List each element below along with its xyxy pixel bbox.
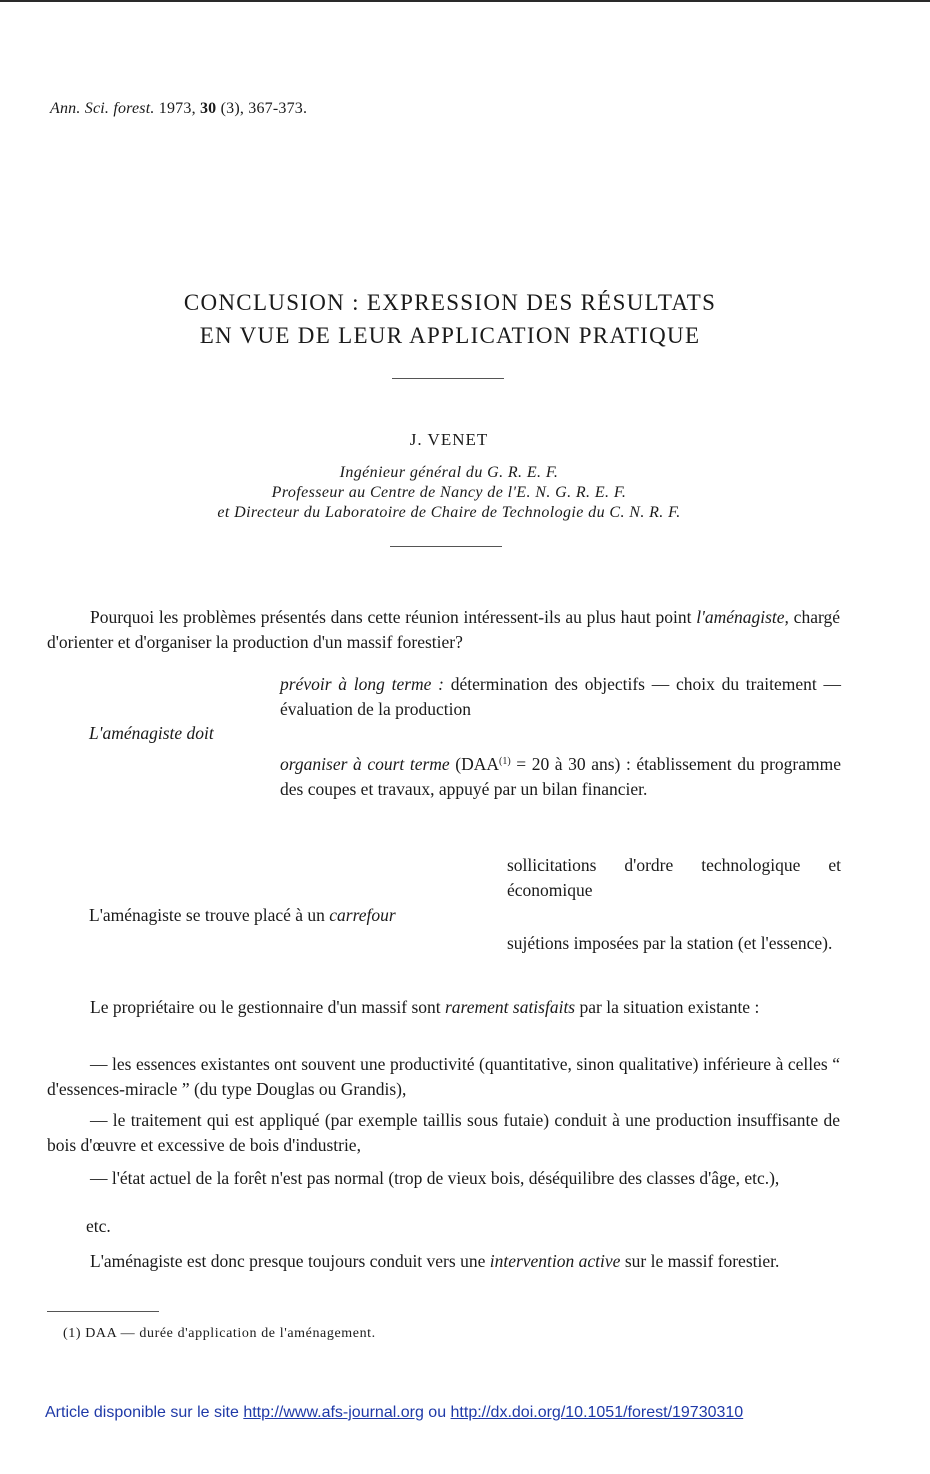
- block1-b-text-2: = 20 à 30 ans) : établissement du programme des coupes et travaux, appuyé par un bilan financier.: [280, 754, 841, 799]
- journal-link[interactable]: http://www.afs-journal.org: [243, 1404, 424, 1421]
- block2-label-emphasis: carrefour: [329, 905, 396, 925]
- para1-emphasis: rarement satisfaits: [445, 997, 576, 1017]
- author-divider: [390, 546, 502, 547]
- title-line-2: EN VUE DE LEUR APPLICATION PRATIQUE: [199, 323, 701, 348]
- block1-item-b: [280, 749, 841, 802]
- list-etc: etc.: [86, 1216, 111, 1236]
- block1-a-text: détermination des objectifs — choix du traitement — évaluation de la production: [280, 674, 841, 719]
- journal-name: Ann. Sci. forest.: [50, 100, 155, 117]
- top-border: [0, 0, 930, 2]
- intro-text-2: chargé d'orienter et d'organiser la production d'un massif forestier?: [47, 607, 840, 652]
- list-item-2: — le traitement qui est appliqué (par exemple taillis sous futaie) conduit à une production insuffisante de bois d'œuvre et excessive de bois d'industrie,: [47, 1110, 840, 1155]
- para1-text-2: par la situation existante :: [575, 997, 760, 1017]
- intro-emphasis: l'aménagiste,: [696, 607, 789, 627]
- intro-paragraph: [47, 605, 840, 655]
- journal-citation: [50, 100, 307, 118]
- block1-label-text: L'aménagiste doit: [89, 723, 214, 743]
- availability-notice: [45, 1404, 743, 1422]
- block1-b-emphasis: organiser à court terme: [280, 754, 450, 774]
- list-item-3: — l'état actuel de la forêt n'est pas normal (trop de vieux bois, déséquilibre des classes d'âge, etc.),: [90, 1168, 780, 1188]
- block1-a-emphasis: prévoir à long terme :: [280, 674, 444, 694]
- block2-label-text: L'aménagiste se trouve placé à un: [89, 905, 330, 925]
- availability-prefix: Article disponible sur le site: [45, 1404, 244, 1421]
- affiliation-line-2: Professeur au Centre de Nancy de l'E. N. G. R. E. F.: [271, 484, 627, 501]
- citation-year: 1973,: [158, 100, 196, 117]
- footnote-marker: (1): [499, 756, 511, 767]
- block2-item-a: sollicitations d'ordre technologique et économique: [507, 855, 841, 900]
- title-divider: [392, 378, 504, 379]
- availability-middle: ou: [423, 1404, 451, 1421]
- affiliation-line-1: Ingénieur général du G. R. E. F.: [339, 464, 559, 481]
- block1-label: [89, 721, 214, 746]
- block1-item-a: [280, 672, 841, 722]
- citation-pages: (3), 367-373.: [220, 100, 308, 117]
- affiliation-line-3: et Directeur du Laboratoire de Chaire de Technologie du C. N. R. F.: [217, 504, 681, 521]
- block2-item-b: sujétions imposées par la station (et l'essence).: [507, 933, 833, 953]
- doi-link[interactable]: http://dx.doi.org/10.1051/forest/19730310: [450, 1404, 744, 1421]
- paragraph-1: [47, 995, 840, 1020]
- author-name: J. VENET: [409, 430, 489, 449]
- para2-emphasis: intervention active: [489, 1251, 621, 1271]
- citation-volume: 30: [199, 100, 217, 117]
- para2-text: L'aménagiste est donc presque toujours conduit vers une: [90, 1251, 490, 1271]
- list-item-1: — les essences existantes ont souvent une productivité (quantitative, sinon qualitative) inférieure à celles “ d'essences-miracle ” (du type Douglas ou Grandis),: [47, 1054, 840, 1099]
- block2-label: [89, 903, 396, 928]
- para2-text-2: sur le massif forestier.: [620, 1251, 780, 1271]
- para1-text: Le propriétaire ou le gestionnaire d'un massif sont: [90, 997, 445, 1017]
- footnote-rule: [47, 1311, 159, 1312]
- paragraph-2: [47, 1249, 840, 1274]
- title-line-1: CONCLUSION : EXPRESSION DES RÉSULTATS: [183, 290, 717, 315]
- intro-text: Pourquoi les problèmes présentés dans cette réunion intéressent-ils au plus haut point: [90, 607, 692, 627]
- block1-b-text: (DAA: [449, 754, 500, 774]
- footnote: (1) DAA — durée d'application de l'aménagement.: [63, 1326, 376, 1341]
